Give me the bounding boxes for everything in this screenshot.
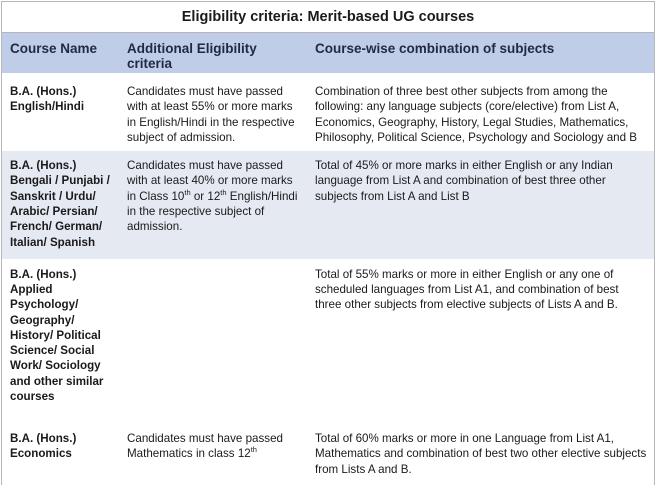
- header-course-name: Course Name: [2, 33, 119, 73]
- course-name-cell: B.A. (Hons.) English/Hindi: [2, 73, 119, 151]
- eligibility-table: [2, 33, 654, 491]
- criteria-text: Candidates must have passed Mathematics in class 12: [127, 432, 283, 461]
- combination-cell: Total of 55% marks or more in either English or any one of scheduled languages from List A1, and combination of best three other subjects from elective subjects of Lists A and B.: [307, 259, 654, 417]
- header-combination: Course-wise combination of subjects: [307, 33, 654, 73]
- criteria-text: Candidates must have passed with at least 40% or more marks in Class 10: [127, 159, 293, 203]
- criteria-cell: [119, 259, 307, 417]
- course-name-cell: B.A. (Hons.) Economics: [2, 417, 119, 491]
- course-name-cell: B.A. (Hons.) Applied Psychology/ Geography/ History/ Political Science/ Social Work/ Sociology and other similar courses: [2, 259, 119, 417]
- combination-cell: Total of 45% or more marks in either English or any Indian language from List A and combination of best three other subjects from List A and List B: [307, 151, 654, 259]
- criteria-text: or 12: [190, 189, 221, 203]
- table-row: [2, 259, 654, 417]
- criteria-cell: [119, 417, 307, 491]
- header-additional-criteria: Additional Eligibility criteria: [119, 33, 307, 73]
- combination-cell: Combination of three best other subjects from among the following: any language subjects (core/elective) from List A, Economics, Geography, History, Legal Studies, Mathematics, Philosophy, Political Science, Psychology and Sociology and B: [307, 73, 654, 151]
- criteria-cell: [119, 151, 307, 259]
- course-name-cell: B.A. (Hons.) Bengali / Punjabi / Sanskrit / Urdu/ Arabic/ Persian/ French/ German/ Italian/ Spanish: [2, 151, 119, 259]
- combination-cell: Total of 60% marks or more in one Language from List A1, Mathematics and combination of best two other elective subjects from Lists A and B.: [307, 417, 654, 491]
- superscript: th: [184, 187, 191, 197]
- table-row: [2, 417, 654, 491]
- table-row: [2, 151, 654, 259]
- eligibility-table-frame: [1, 1, 655, 485]
- criteria-text: English/Hindi in the respective subject of admission.: [127, 189, 298, 234]
- table-row: [2, 73, 654, 151]
- criteria-cell: Candidates must have passed with at least 55% or more marks in English/Hindi in the respective subject of admission.: [119, 73, 307, 151]
- superscript: th: [250, 445, 257, 455]
- header-row: [2, 33, 654, 73]
- table-title: Eligibility criteria: Merit-based UG courses: [2, 2, 654, 33]
- superscript: th: [220, 187, 227, 197]
